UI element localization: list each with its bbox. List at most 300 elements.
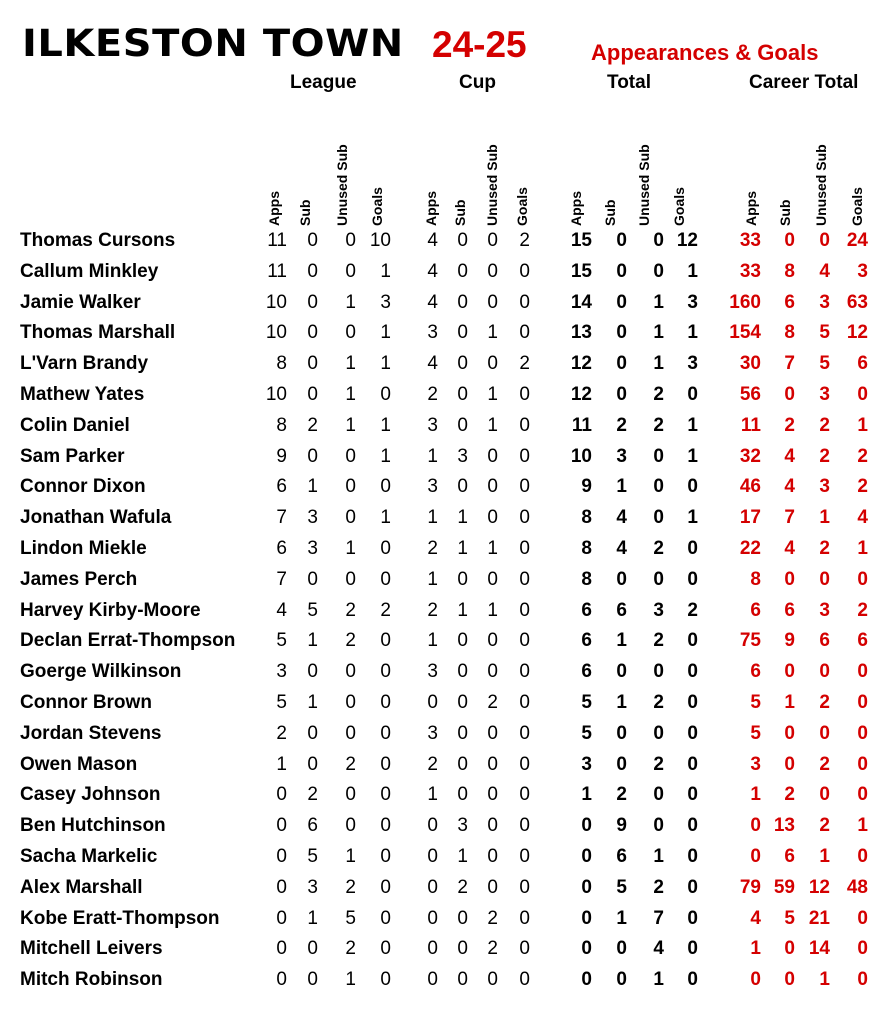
total-goals-cell: 0 bbox=[687, 384, 698, 405]
league-sub-cell: 5 bbox=[307, 599, 318, 621]
total-apps-cell: 8 bbox=[581, 538, 592, 559]
column-header-cup-goals: Goals bbox=[514, 187, 530, 226]
total-goals-cell: 0 bbox=[687, 938, 698, 960]
total-sub-cell: 0 bbox=[616, 384, 627, 405]
league-sub-cell: 1 bbox=[307, 630, 318, 652]
player-name: Connor Dixon bbox=[20, 476, 146, 498]
career-sub-cell: 8 bbox=[784, 260, 795, 282]
column-header-total-apps: Apps bbox=[568, 191, 584, 226]
total-apps-cell: 3 bbox=[581, 753, 592, 775]
cup-goals-cell: 0 bbox=[519, 291, 530, 313]
total-apps-cell: 15 bbox=[570, 260, 592, 282]
league-sub-cell: 0 bbox=[307, 230, 318, 251]
cup-unused-sub-cell: 0 bbox=[487, 260, 498, 282]
career-unused-sub-cell: 12 bbox=[808, 876, 830, 898]
cup-apps-cell: 1 bbox=[427, 445, 438, 467]
total-sub-cell: 2 bbox=[616, 414, 627, 436]
cup-goals-cell: 0 bbox=[519, 322, 530, 344]
league-sub-cell: 0 bbox=[307, 353, 318, 375]
league-goals-cell: 0 bbox=[380, 846, 391, 867]
league-apps-cell: 0 bbox=[276, 784, 287, 806]
career-unused-sub-cell: 3 bbox=[819, 384, 830, 405]
cup-goals-cell: 0 bbox=[519, 568, 530, 590]
career-unused-sub-cell: 4 bbox=[819, 260, 830, 282]
cup-apps-cell: 3 bbox=[427, 476, 438, 498]
group-header-league: League bbox=[290, 72, 357, 93]
league-sub-cell: 0 bbox=[307, 661, 318, 683]
cup-goals-cell: 0 bbox=[519, 384, 530, 405]
total-goals-cell: 0 bbox=[687, 476, 698, 498]
league-unused-sub-cell: 1 bbox=[345, 538, 356, 559]
total-sub-cell: 0 bbox=[616, 291, 627, 313]
table-row bbox=[0, 569, 889, 600]
table-row bbox=[0, 938, 889, 969]
cup-goals-cell: 0 bbox=[519, 507, 530, 529]
total-sub-cell: 0 bbox=[616, 722, 627, 744]
league-goals-cell: 2 bbox=[380, 599, 391, 621]
league-unused-sub-cell: 2 bbox=[345, 938, 356, 960]
career-unused-sub-cell: 2 bbox=[819, 538, 830, 559]
player-name: Thomas Cursons bbox=[20, 230, 176, 251]
league-apps-cell: 0 bbox=[276, 969, 287, 991]
career-goals-cell: 1 bbox=[857, 815, 868, 837]
league-goals-cell: 1 bbox=[380, 507, 391, 529]
career-unused-sub-cell: 0 bbox=[819, 230, 830, 251]
total-sub-cell: 6 bbox=[616, 846, 627, 867]
total-apps-cell: 8 bbox=[581, 568, 592, 590]
league-apps-cell: 8 bbox=[276, 353, 287, 375]
total-unused-sub-cell: 1 bbox=[653, 846, 664, 867]
total-unused-sub-cell: 1 bbox=[653, 353, 664, 375]
cup-unused-sub-cell: 0 bbox=[487, 230, 498, 251]
career-sub-cell: 6 bbox=[784, 291, 795, 313]
player-name: Sacha Markelic bbox=[20, 846, 158, 867]
career-goals-cell: 4 bbox=[857, 507, 868, 529]
career-unused-sub-cell: 6 bbox=[819, 630, 830, 652]
total-apps-cell: 0 bbox=[581, 815, 592, 837]
career-apps-cell: 6 bbox=[750, 599, 761, 621]
cup-apps-cell: 1 bbox=[427, 630, 438, 652]
column-header-league-sub: Sub bbox=[297, 199, 313, 226]
league-sub-cell: 0 bbox=[307, 722, 318, 744]
table-row bbox=[0, 815, 889, 846]
table-row bbox=[0, 630, 889, 661]
total-sub-cell: 0 bbox=[616, 568, 627, 590]
cup-apps-cell: 0 bbox=[427, 692, 438, 713]
cup-apps-cell: 1 bbox=[427, 568, 438, 590]
league-apps-cell: 9 bbox=[276, 445, 287, 467]
total-sub-cell: 0 bbox=[616, 353, 627, 375]
total-unused-sub-cell: 2 bbox=[653, 414, 664, 436]
league-unused-sub-cell: 2 bbox=[345, 599, 356, 621]
career-sub-cell: 7 bbox=[784, 353, 795, 375]
total-unused-sub-cell: 1 bbox=[653, 322, 664, 344]
player-name: James Perch bbox=[20, 568, 138, 590]
player-name: Declan Errat-Thompson bbox=[20, 630, 236, 652]
league-apps-cell: 6 bbox=[276, 538, 287, 559]
league-sub-cell: 3 bbox=[307, 876, 318, 898]
league-sub-cell: 2 bbox=[307, 414, 318, 436]
total-unused-sub-cell: 1 bbox=[653, 291, 664, 313]
cup-unused-sub-cell: 0 bbox=[487, 661, 498, 683]
total-unused-sub-cell: 0 bbox=[653, 260, 664, 282]
cup-apps-cell: 3 bbox=[427, 322, 438, 344]
league-unused-sub-cell: 1 bbox=[345, 414, 356, 436]
league-sub-cell: 0 bbox=[307, 938, 318, 960]
league-unused-sub-cell: 0 bbox=[345, 568, 356, 590]
career-goals-cell: 2 bbox=[857, 476, 868, 498]
league-unused-sub-cell: 0 bbox=[345, 322, 356, 344]
league-goals-cell: 0 bbox=[380, 661, 391, 683]
career-apps-cell: 75 bbox=[739, 630, 761, 652]
player-name: Jonathan Wafula bbox=[20, 507, 172, 529]
total-unused-sub-cell: 1 bbox=[653, 969, 664, 991]
league-unused-sub-cell: 2 bbox=[345, 753, 356, 775]
table-row bbox=[0, 538, 889, 569]
league-sub-cell: 0 bbox=[307, 753, 318, 775]
career-goals-cell: 0 bbox=[857, 661, 868, 683]
league-apps-cell: 3 bbox=[276, 661, 287, 683]
cup-sub-cell: 0 bbox=[457, 384, 468, 405]
total-goals-cell: 1 bbox=[687, 445, 698, 467]
league-apps-cell: 10 bbox=[265, 384, 287, 405]
cup-unused-sub-cell: 1 bbox=[487, 384, 498, 405]
career-apps-cell: 160 bbox=[729, 291, 761, 313]
career-apps-cell: 17 bbox=[739, 507, 761, 529]
cup-unused-sub-cell: 1 bbox=[487, 599, 498, 621]
career-apps-cell: 1 bbox=[750, 784, 761, 806]
league-sub-cell: 6 bbox=[307, 815, 318, 837]
player-name: L'Varn Brandy bbox=[20, 353, 149, 375]
page-title: ILKESTON TOWN bbox=[22, 22, 404, 65]
cup-sub-cell: 1 bbox=[457, 599, 468, 621]
total-apps-cell: 5 bbox=[581, 722, 592, 744]
cup-sub-cell: 0 bbox=[457, 938, 468, 960]
league-goals-cell: 1 bbox=[380, 322, 391, 344]
career-sub-cell: 1 bbox=[784, 692, 795, 713]
league-apps-cell: 6 bbox=[276, 476, 287, 498]
league-goals-cell: 0 bbox=[380, 753, 391, 775]
league-unused-sub-cell: 1 bbox=[345, 291, 356, 313]
career-goals-cell: 0 bbox=[857, 969, 868, 991]
season-label: 24-25 bbox=[432, 24, 527, 65]
player-name: Callum Minkley bbox=[20, 260, 159, 282]
career-goals-cell: 24 bbox=[846, 230, 868, 251]
total-apps-cell: 9 bbox=[581, 476, 592, 498]
league-goals-cell: 0 bbox=[380, 384, 391, 405]
career-goals-cell: 1 bbox=[857, 414, 868, 436]
column-header-cup-sub: Sub bbox=[452, 199, 468, 226]
league-apps-cell: 4 bbox=[276, 599, 287, 621]
career-apps-cell: 33 bbox=[739, 260, 761, 282]
cup-unused-sub-cell: 0 bbox=[487, 445, 498, 467]
career-sub-cell: 5 bbox=[784, 907, 795, 929]
total-goals-cell: 0 bbox=[687, 815, 698, 837]
total-goals-cell: 2 bbox=[687, 599, 698, 621]
group-header-career: Career Total bbox=[749, 72, 859, 93]
cup-unused-sub-cell: 0 bbox=[487, 876, 498, 898]
total-unused-sub-cell: 0 bbox=[653, 722, 664, 744]
cup-unused-sub-cell: 0 bbox=[487, 353, 498, 375]
table-row bbox=[0, 846, 889, 877]
total-goals-cell: 0 bbox=[687, 538, 698, 559]
league-sub-cell: 3 bbox=[307, 538, 318, 559]
cup-goals-cell: 0 bbox=[519, 260, 530, 282]
cup-sub-cell: 0 bbox=[457, 722, 468, 744]
career-apps-cell: 1 bbox=[750, 938, 761, 960]
cup-sub-cell: 0 bbox=[457, 630, 468, 652]
cup-goals-cell: 0 bbox=[519, 599, 530, 621]
league-goals-cell: 10 bbox=[369, 230, 391, 251]
league-goals-cell: 0 bbox=[380, 476, 391, 498]
league-apps-cell: 10 bbox=[265, 322, 287, 344]
league-apps-cell: 8 bbox=[276, 414, 287, 436]
player-name: Lindon Miekle bbox=[20, 538, 147, 559]
cup-sub-cell: 0 bbox=[457, 784, 468, 806]
total-goals-cell: 0 bbox=[687, 969, 698, 991]
cup-goals-cell: 2 bbox=[519, 230, 530, 251]
total-sub-cell: 3 bbox=[616, 445, 627, 467]
total-goals-cell: 0 bbox=[687, 661, 698, 683]
table-row bbox=[0, 877, 889, 908]
league-goals-cell: 0 bbox=[380, 568, 391, 590]
league-apps-cell: 5 bbox=[276, 692, 287, 713]
total-sub-cell: 2 bbox=[616, 784, 627, 806]
total-apps-cell: 10 bbox=[570, 445, 592, 467]
career-goals-cell: 6 bbox=[857, 630, 868, 652]
total-goals-cell: 0 bbox=[687, 784, 698, 806]
career-apps-cell: 56 bbox=[739, 384, 761, 405]
total-sub-cell: 9 bbox=[616, 815, 627, 837]
total-unused-sub-cell: 2 bbox=[653, 630, 664, 652]
career-sub-cell: 2 bbox=[784, 784, 795, 806]
total-sub-cell: 0 bbox=[616, 230, 627, 251]
total-goals-cell: 0 bbox=[687, 846, 698, 867]
career-unused-sub-cell: 1 bbox=[819, 846, 830, 867]
player-name: Thomas Marshall bbox=[20, 322, 176, 344]
total-goals-cell: 0 bbox=[687, 753, 698, 775]
column-header-total-goals: Goals bbox=[671, 187, 687, 226]
total-apps-cell: 6 bbox=[581, 630, 592, 652]
subtitle: Appearances & Goals bbox=[591, 40, 819, 65]
career-apps-cell: 6 bbox=[750, 661, 761, 683]
total-apps-cell: 6 bbox=[581, 599, 592, 621]
career-sub-cell: 59 bbox=[773, 876, 795, 898]
league-unused-sub-cell: 1 bbox=[345, 353, 356, 375]
league-goals-cell: 0 bbox=[380, 815, 391, 837]
cup-sub-cell: 0 bbox=[457, 661, 468, 683]
player-name: Mitch Robinson bbox=[20, 969, 163, 991]
cup-sub-cell: 0 bbox=[457, 568, 468, 590]
total-unused-sub-cell: 4 bbox=[653, 938, 664, 960]
cup-sub-cell: 0 bbox=[457, 969, 468, 991]
cup-unused-sub-cell: 0 bbox=[487, 846, 498, 867]
league-goals-cell: 0 bbox=[380, 784, 391, 806]
total-apps-cell: 0 bbox=[581, 876, 592, 898]
career-goals-cell: 0 bbox=[857, 938, 868, 960]
total-goals-cell: 0 bbox=[687, 876, 698, 898]
total-unused-sub-cell: 2 bbox=[653, 384, 664, 405]
career-sub-cell: 4 bbox=[784, 476, 795, 498]
total-unused-sub-cell: 2 bbox=[653, 876, 664, 898]
league-sub-cell: 3 bbox=[307, 507, 318, 529]
league-goals-cell: 0 bbox=[380, 876, 391, 898]
table-row bbox=[0, 476, 889, 507]
cup-unused-sub-cell: 0 bbox=[487, 476, 498, 498]
cup-apps-cell: 0 bbox=[427, 876, 438, 898]
league-apps-cell: 7 bbox=[276, 568, 287, 590]
career-apps-cell: 79 bbox=[739, 876, 761, 898]
total-unused-sub-cell: 0 bbox=[653, 476, 664, 498]
cup-sub-cell: 0 bbox=[457, 322, 468, 344]
player-name: Ben Hutchinson bbox=[20, 815, 166, 837]
table-row bbox=[0, 507, 889, 538]
career-sub-cell: 13 bbox=[773, 815, 795, 837]
total-sub-cell: 0 bbox=[616, 753, 627, 775]
career-apps-cell: 0 bbox=[750, 846, 761, 867]
league-sub-cell: 1 bbox=[307, 907, 318, 929]
career-unused-sub-cell: 2 bbox=[819, 445, 830, 467]
cup-sub-cell: 2 bbox=[457, 876, 468, 898]
cup-apps-cell: 2 bbox=[427, 599, 438, 621]
table-row bbox=[0, 754, 889, 785]
cup-unused-sub-cell: 0 bbox=[487, 784, 498, 806]
group-header-cup: Cup bbox=[459, 72, 496, 93]
career-goals-cell: 0 bbox=[857, 846, 868, 867]
cup-sub-cell: 0 bbox=[457, 753, 468, 775]
league-unused-sub-cell: 0 bbox=[345, 476, 356, 498]
league-goals-cell: 0 bbox=[380, 938, 391, 960]
table-row bbox=[0, 600, 889, 631]
cup-unused-sub-cell: 0 bbox=[487, 969, 498, 991]
cup-goals-cell: 0 bbox=[519, 876, 530, 898]
career-apps-cell: 22 bbox=[739, 538, 761, 559]
total-apps-cell: 12 bbox=[570, 384, 592, 405]
cup-apps-cell: 4 bbox=[427, 230, 438, 251]
league-unused-sub-cell: 0 bbox=[345, 260, 356, 282]
cup-goals-cell: 0 bbox=[519, 753, 530, 775]
career-goals-cell: 0 bbox=[857, 907, 868, 929]
total-goals-cell: 1 bbox=[687, 322, 698, 344]
cup-unused-sub-cell: 0 bbox=[487, 815, 498, 837]
league-goals-cell: 1 bbox=[380, 414, 391, 436]
career-unused-sub-cell: 2 bbox=[819, 753, 830, 775]
career-apps-cell: 0 bbox=[750, 815, 761, 837]
league-goals-cell: 0 bbox=[380, 907, 391, 929]
column-header-career-sub: Sub bbox=[777, 199, 793, 226]
cup-apps-cell: 1 bbox=[427, 507, 438, 529]
player-name: Owen Mason bbox=[20, 753, 138, 775]
cup-goals-cell: 0 bbox=[519, 538, 530, 559]
cup-goals-cell: 0 bbox=[519, 969, 530, 991]
total-apps-cell: 13 bbox=[570, 322, 592, 344]
total-goals-cell: 0 bbox=[687, 722, 698, 744]
career-apps-cell: 46 bbox=[739, 476, 761, 498]
column-header-cup-apps: Apps bbox=[423, 191, 439, 226]
cup-apps-cell: 0 bbox=[427, 969, 438, 991]
cup-goals-cell: 0 bbox=[519, 722, 530, 744]
career-goals-cell: 2 bbox=[857, 599, 868, 621]
cup-sub-cell: 3 bbox=[457, 815, 468, 837]
group-header-total: Total bbox=[607, 72, 651, 93]
career-apps-cell: 5 bbox=[750, 692, 761, 713]
cup-sub-cell: 0 bbox=[457, 692, 468, 713]
cup-apps-cell: 3 bbox=[427, 722, 438, 744]
cup-sub-cell: 0 bbox=[457, 907, 468, 929]
career-unused-sub-cell: 0 bbox=[819, 784, 830, 806]
career-unused-sub-cell: 2 bbox=[819, 815, 830, 837]
league-apps-cell: 10 bbox=[265, 291, 287, 313]
cup-sub-cell: 3 bbox=[457, 445, 468, 467]
league-goals-cell: 1 bbox=[380, 445, 391, 467]
career-sub-cell: 9 bbox=[784, 630, 795, 652]
league-goals-cell: 0 bbox=[380, 722, 391, 744]
column-header-total-sub: Sub bbox=[602, 199, 618, 226]
total-sub-cell: 1 bbox=[616, 692, 627, 713]
table-row bbox=[0, 723, 889, 754]
cup-unused-sub-cell: 0 bbox=[487, 291, 498, 313]
career-sub-cell: 0 bbox=[784, 230, 795, 251]
league-apps-cell: 0 bbox=[276, 876, 287, 898]
league-unused-sub-cell: 0 bbox=[345, 784, 356, 806]
column-header-total-unused-sub: Unused Sub bbox=[636, 144, 652, 226]
league-goals-cell: 3 bbox=[380, 291, 391, 313]
league-apps-cell: 11 bbox=[267, 230, 287, 251]
total-goals-cell: 12 bbox=[676, 230, 698, 251]
table-row bbox=[0, 261, 889, 292]
total-apps-cell: 15 bbox=[570, 230, 592, 251]
player-name: Colin Daniel bbox=[20, 414, 130, 436]
league-unused-sub-cell: 0 bbox=[345, 815, 356, 837]
career-sub-cell: 4 bbox=[784, 445, 795, 467]
cup-apps-cell: 1 bbox=[427, 784, 438, 806]
table-row bbox=[0, 692, 889, 723]
league-apps-cell: 0 bbox=[276, 815, 287, 837]
career-apps-cell: 32 bbox=[739, 445, 761, 467]
cup-goals-cell: 0 bbox=[519, 846, 530, 867]
player-name: Alex Marshall bbox=[20, 876, 143, 898]
cup-sub-cell: 0 bbox=[457, 353, 468, 375]
cup-goals-cell: 0 bbox=[519, 661, 530, 683]
player-name: Harvey Kirby-Moore bbox=[20, 599, 201, 621]
career-unused-sub-cell: 1 bbox=[819, 969, 830, 991]
cup-apps-cell: 2 bbox=[427, 538, 438, 559]
league-unused-sub-cell: 2 bbox=[345, 876, 356, 898]
cup-goals-cell: 2 bbox=[519, 353, 530, 375]
player-name: Mathew Yates bbox=[20, 384, 145, 405]
league-goals-cell: 0 bbox=[380, 538, 391, 559]
career-sub-cell: 2 bbox=[784, 414, 795, 436]
league-sub-cell: 1 bbox=[307, 692, 318, 713]
league-sub-cell: 0 bbox=[307, 445, 318, 467]
cup-apps-cell: 0 bbox=[427, 938, 438, 960]
total-apps-cell: 5 bbox=[581, 692, 592, 713]
career-apps-cell: 30 bbox=[739, 353, 761, 375]
league-apps-cell: 0 bbox=[276, 907, 287, 929]
total-goals-cell: 3 bbox=[687, 353, 698, 375]
career-goals-cell: 0 bbox=[857, 753, 868, 775]
career-sub-cell: 0 bbox=[784, 753, 795, 775]
career-goals-cell: 0 bbox=[857, 568, 868, 590]
total-unused-sub-cell: 2 bbox=[653, 692, 664, 713]
total-sub-cell: 6 bbox=[616, 599, 627, 621]
league-apps-cell: 5 bbox=[276, 630, 287, 652]
total-goals-cell: 3 bbox=[687, 291, 698, 313]
cup-unused-sub-cell: 1 bbox=[487, 322, 498, 344]
league-apps-cell: 7 bbox=[276, 507, 287, 529]
table-row bbox=[0, 661, 889, 692]
total-sub-cell: 4 bbox=[616, 538, 627, 559]
